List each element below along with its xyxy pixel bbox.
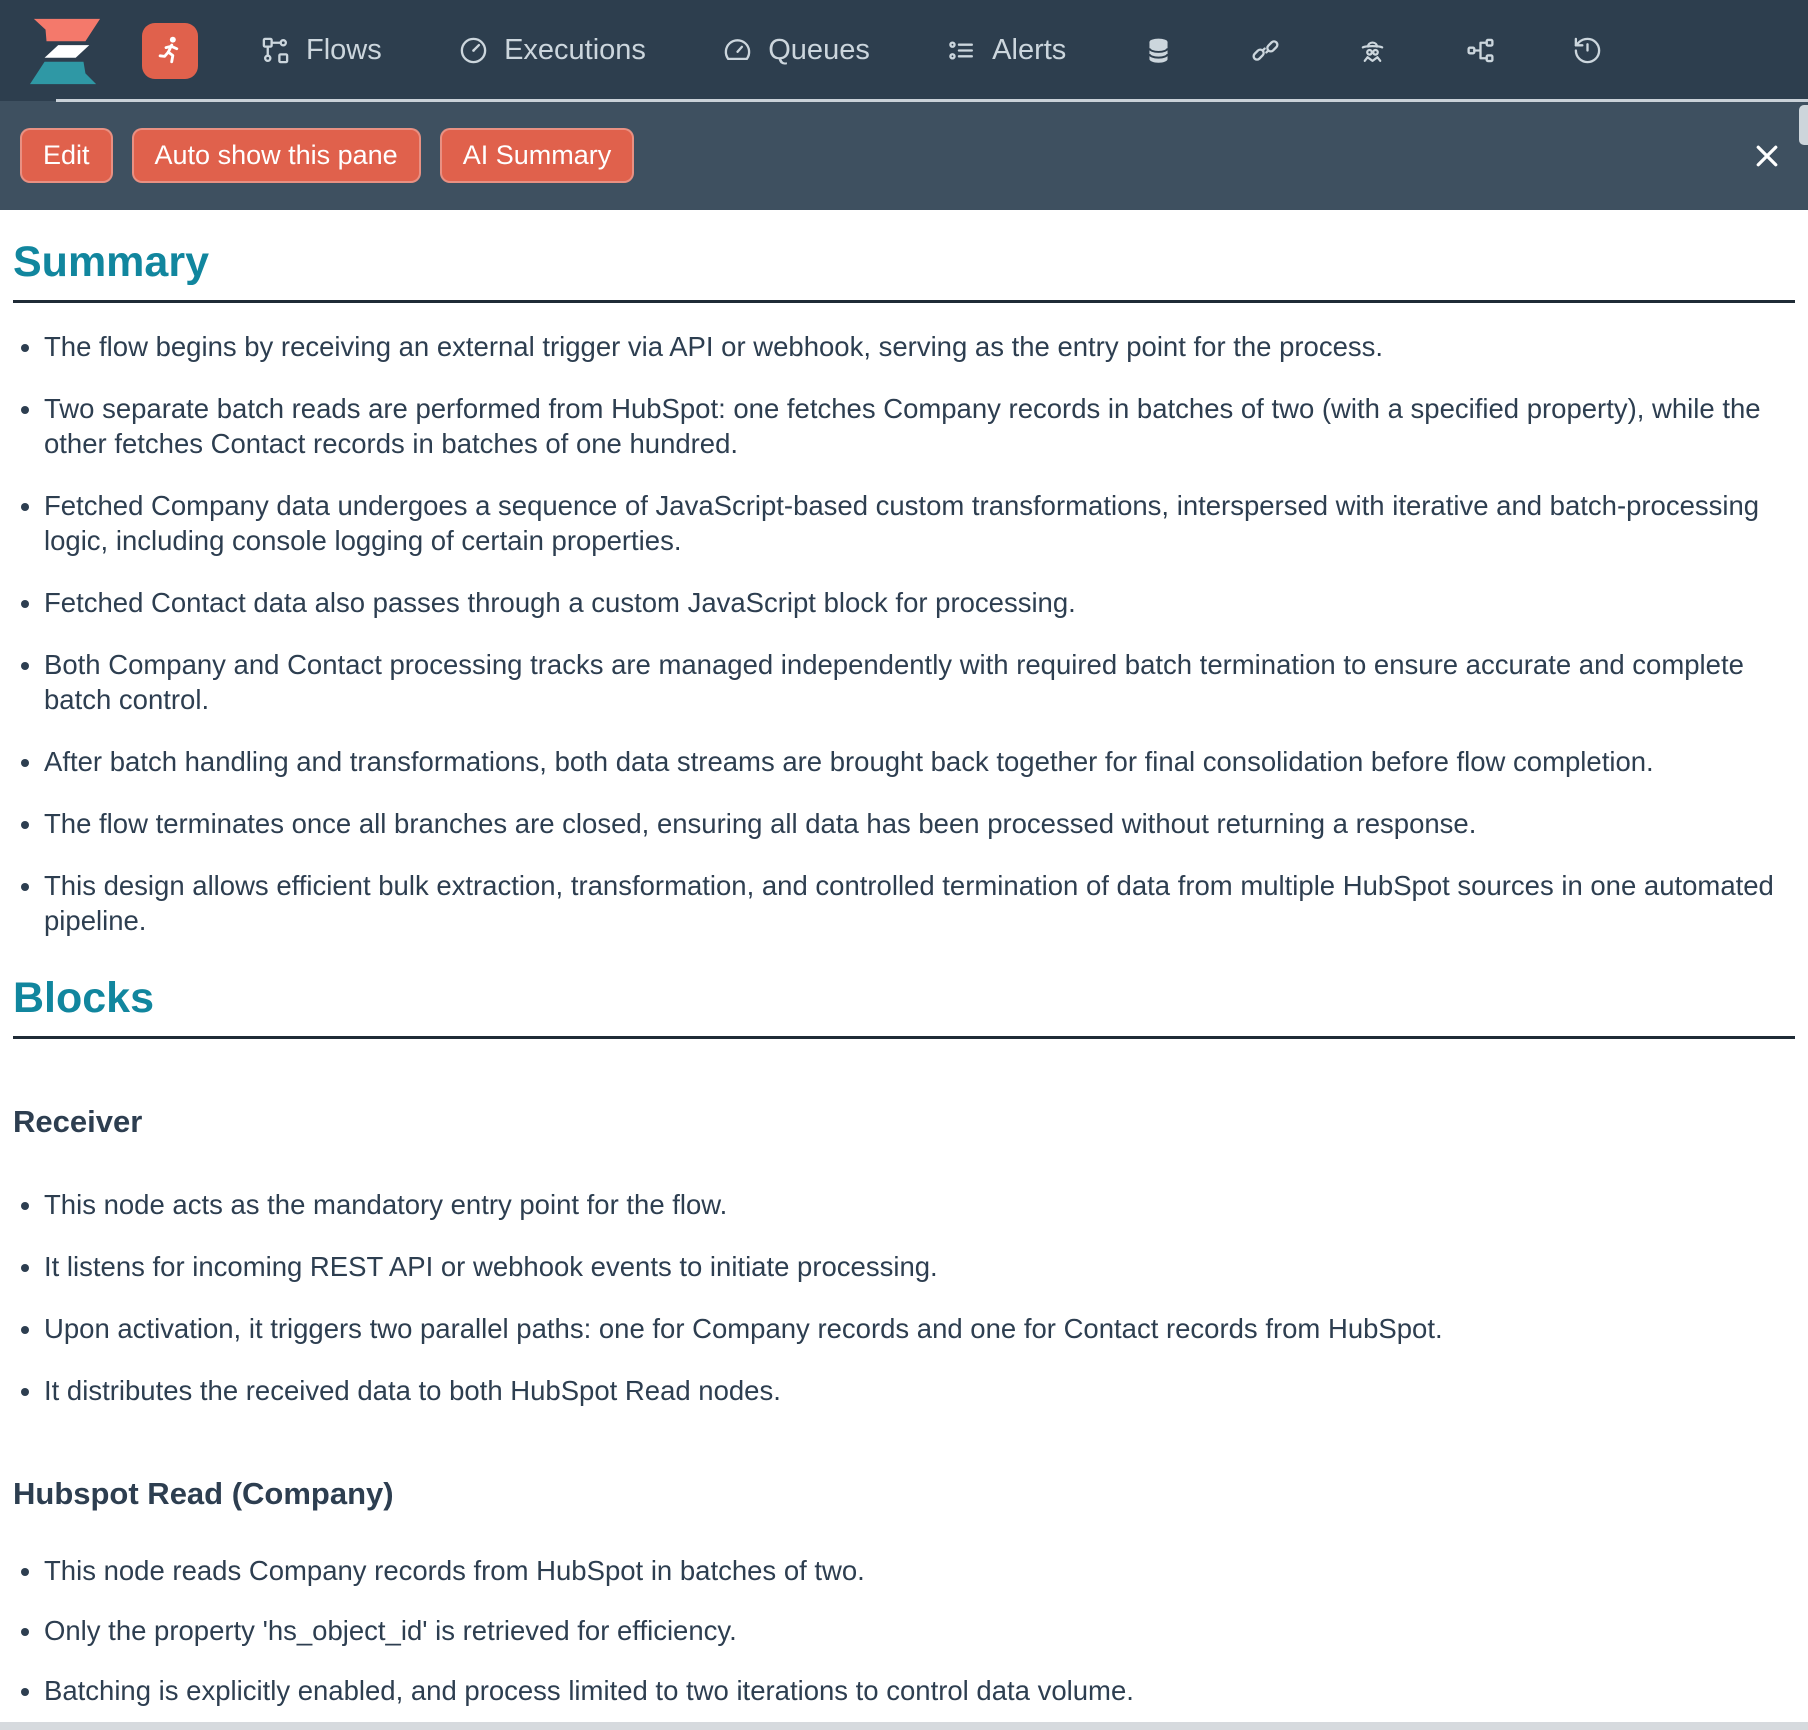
plug-icon <box>1250 35 1281 66</box>
bottom-edge-strip <box>0 1722 1808 1730</box>
logo-top-bar <box>34 18 100 40</box>
summary-pane-content <box>0 210 1808 1730</box>
edit-button[interactable]: Edit <box>20 128 113 183</box>
hubspot-read-bullet: • This node reads Company records from HubSpot in batches of two. <box>44 1553 1795 1588</box>
spy-icon <box>1357 35 1388 66</box>
block-title-hubspot-read-company: Hubspot Read (Company) <box>13 1476 394 1511</box>
hubspot-read-bullet: • Only the property 'hs_object_id' is retrieved for efficiency. <box>44 1613 1795 1648</box>
app-logo[interactable] <box>24 15 106 87</box>
blocks-heading: Blocks <box>13 973 1795 1039</box>
receiver-bullet-list <box>13 1187 1795 1408</box>
nav-label-alerts: Alerts <box>992 34 1067 66</box>
scrollbar-thumb[interactable] <box>1799 105 1808 145</box>
connections-nav-button[interactable] <box>1250 35 1281 66</box>
summary-bullet: • Both Company and Contact processing tracks are managed independently with required batch termination to ensure accurate and complete batch control. <box>44 647 1795 717</box>
auto-show-pane-button[interactable]: Auto show this pane <box>132 128 421 183</box>
summary-bullet: • Two separate batch reads are performed from HubSpot: one fetches Company records in batches of two (with a specified property), while the other fetches Contact records in batches of one hundred. <box>44 391 1795 461</box>
nav-item-alerts[interactable] <box>946 34 1066 67</box>
logo-middle-bar <box>45 45 90 58</box>
nav-item-flows[interactable] <box>260 34 382 67</box>
receiver-bullet: • It distributes the received data to both HubSpot Read nodes. <box>44 1373 1795 1408</box>
gauge-icon <box>458 35 489 66</box>
summary-bullet-list <box>13 329 1795 938</box>
summary-bullet: • After batch handling and transformations, both data streams are brought back together for final consolidation before flow completion. <box>44 744 1795 779</box>
flow-nodes-icon <box>260 35 291 66</box>
summary-bullet: • Fetched Contact data also passes through a custom JavaScript block for processing. <box>44 585 1795 620</box>
receiver-bullet: • Upon activation, it triggers two parallel paths: one for Company records and one for Contact records from HubSpot. <box>44 1311 1795 1346</box>
summary-bullet: • The flow begins by receiving an external trigger via API or webhook, serving as the entry point for the process. <box>44 329 1795 364</box>
hierarchy-icon <box>1465 35 1496 66</box>
history-icon <box>1572 35 1603 66</box>
hierarchy-nav-button[interactable] <box>1465 35 1496 66</box>
top-navbar <box>0 0 1808 101</box>
summary-bullet: • The flow terminates once all branches are closed, ensuring all data has been processed without returning a response. <box>44 806 1795 841</box>
nav-items <box>260 34 1603 67</box>
hubspot-read-bullet-list <box>13 1553 1795 1708</box>
nav-label-flows: Flows <box>306 34 382 66</box>
nav-label-queues: Queues <box>768 34 870 66</box>
receiver-bullet: • It listens for incoming REST API or webhook events to initiate processing. <box>44 1249 1795 1284</box>
ai-summary-button[interactable]: AI Summary <box>440 128 635 183</box>
nav-item-queues[interactable] <box>722 34 870 67</box>
nav-label-executions: Executions <box>504 34 646 66</box>
history-nav-button[interactable] <box>1572 35 1603 66</box>
run-button[interactable] <box>142 23 198 79</box>
runner-icon <box>153 34 187 68</box>
close-pane-button[interactable] <box>1748 137 1786 175</box>
receiver-bullet: • This node acts as the mandatory entry point for the flow. <box>44 1187 1795 1222</box>
summary-bullet: • Fetched Company data undergoes a sequence of JavaScript-based custom transformations, interspersed with iterative and batch-processing logic, including console logging of certain properties. <box>44 488 1795 558</box>
close-icon <box>1752 141 1782 171</box>
database-icon <box>1143 35 1174 66</box>
gauge-icon <box>722 35 753 66</box>
checklist-icon <box>946 35 977 66</box>
summary-pane-toolbar <box>0 101 1808 210</box>
summary-heading: Summary <box>13 237 1795 303</box>
pane-top-border <box>56 99 1808 102</box>
database-nav-button[interactable] <box>1143 35 1174 66</box>
spy-nav-button[interactable] <box>1357 35 1388 66</box>
block-title-receiver: Receiver <box>13 1104 143 1139</box>
nav-item-executions[interactable] <box>458 34 646 67</box>
hubspot-read-bullet: • Batching is explicitly enabled, and process limited to two iterations to control data volume. <box>44 1673 1795 1708</box>
logo-bottom-bar <box>30 61 96 83</box>
summary-bullet: • This design allows efficient bulk extraction, transformation, and controlled termination of data from multiple HubSpot sources in one automated pipeline. <box>44 868 1795 938</box>
